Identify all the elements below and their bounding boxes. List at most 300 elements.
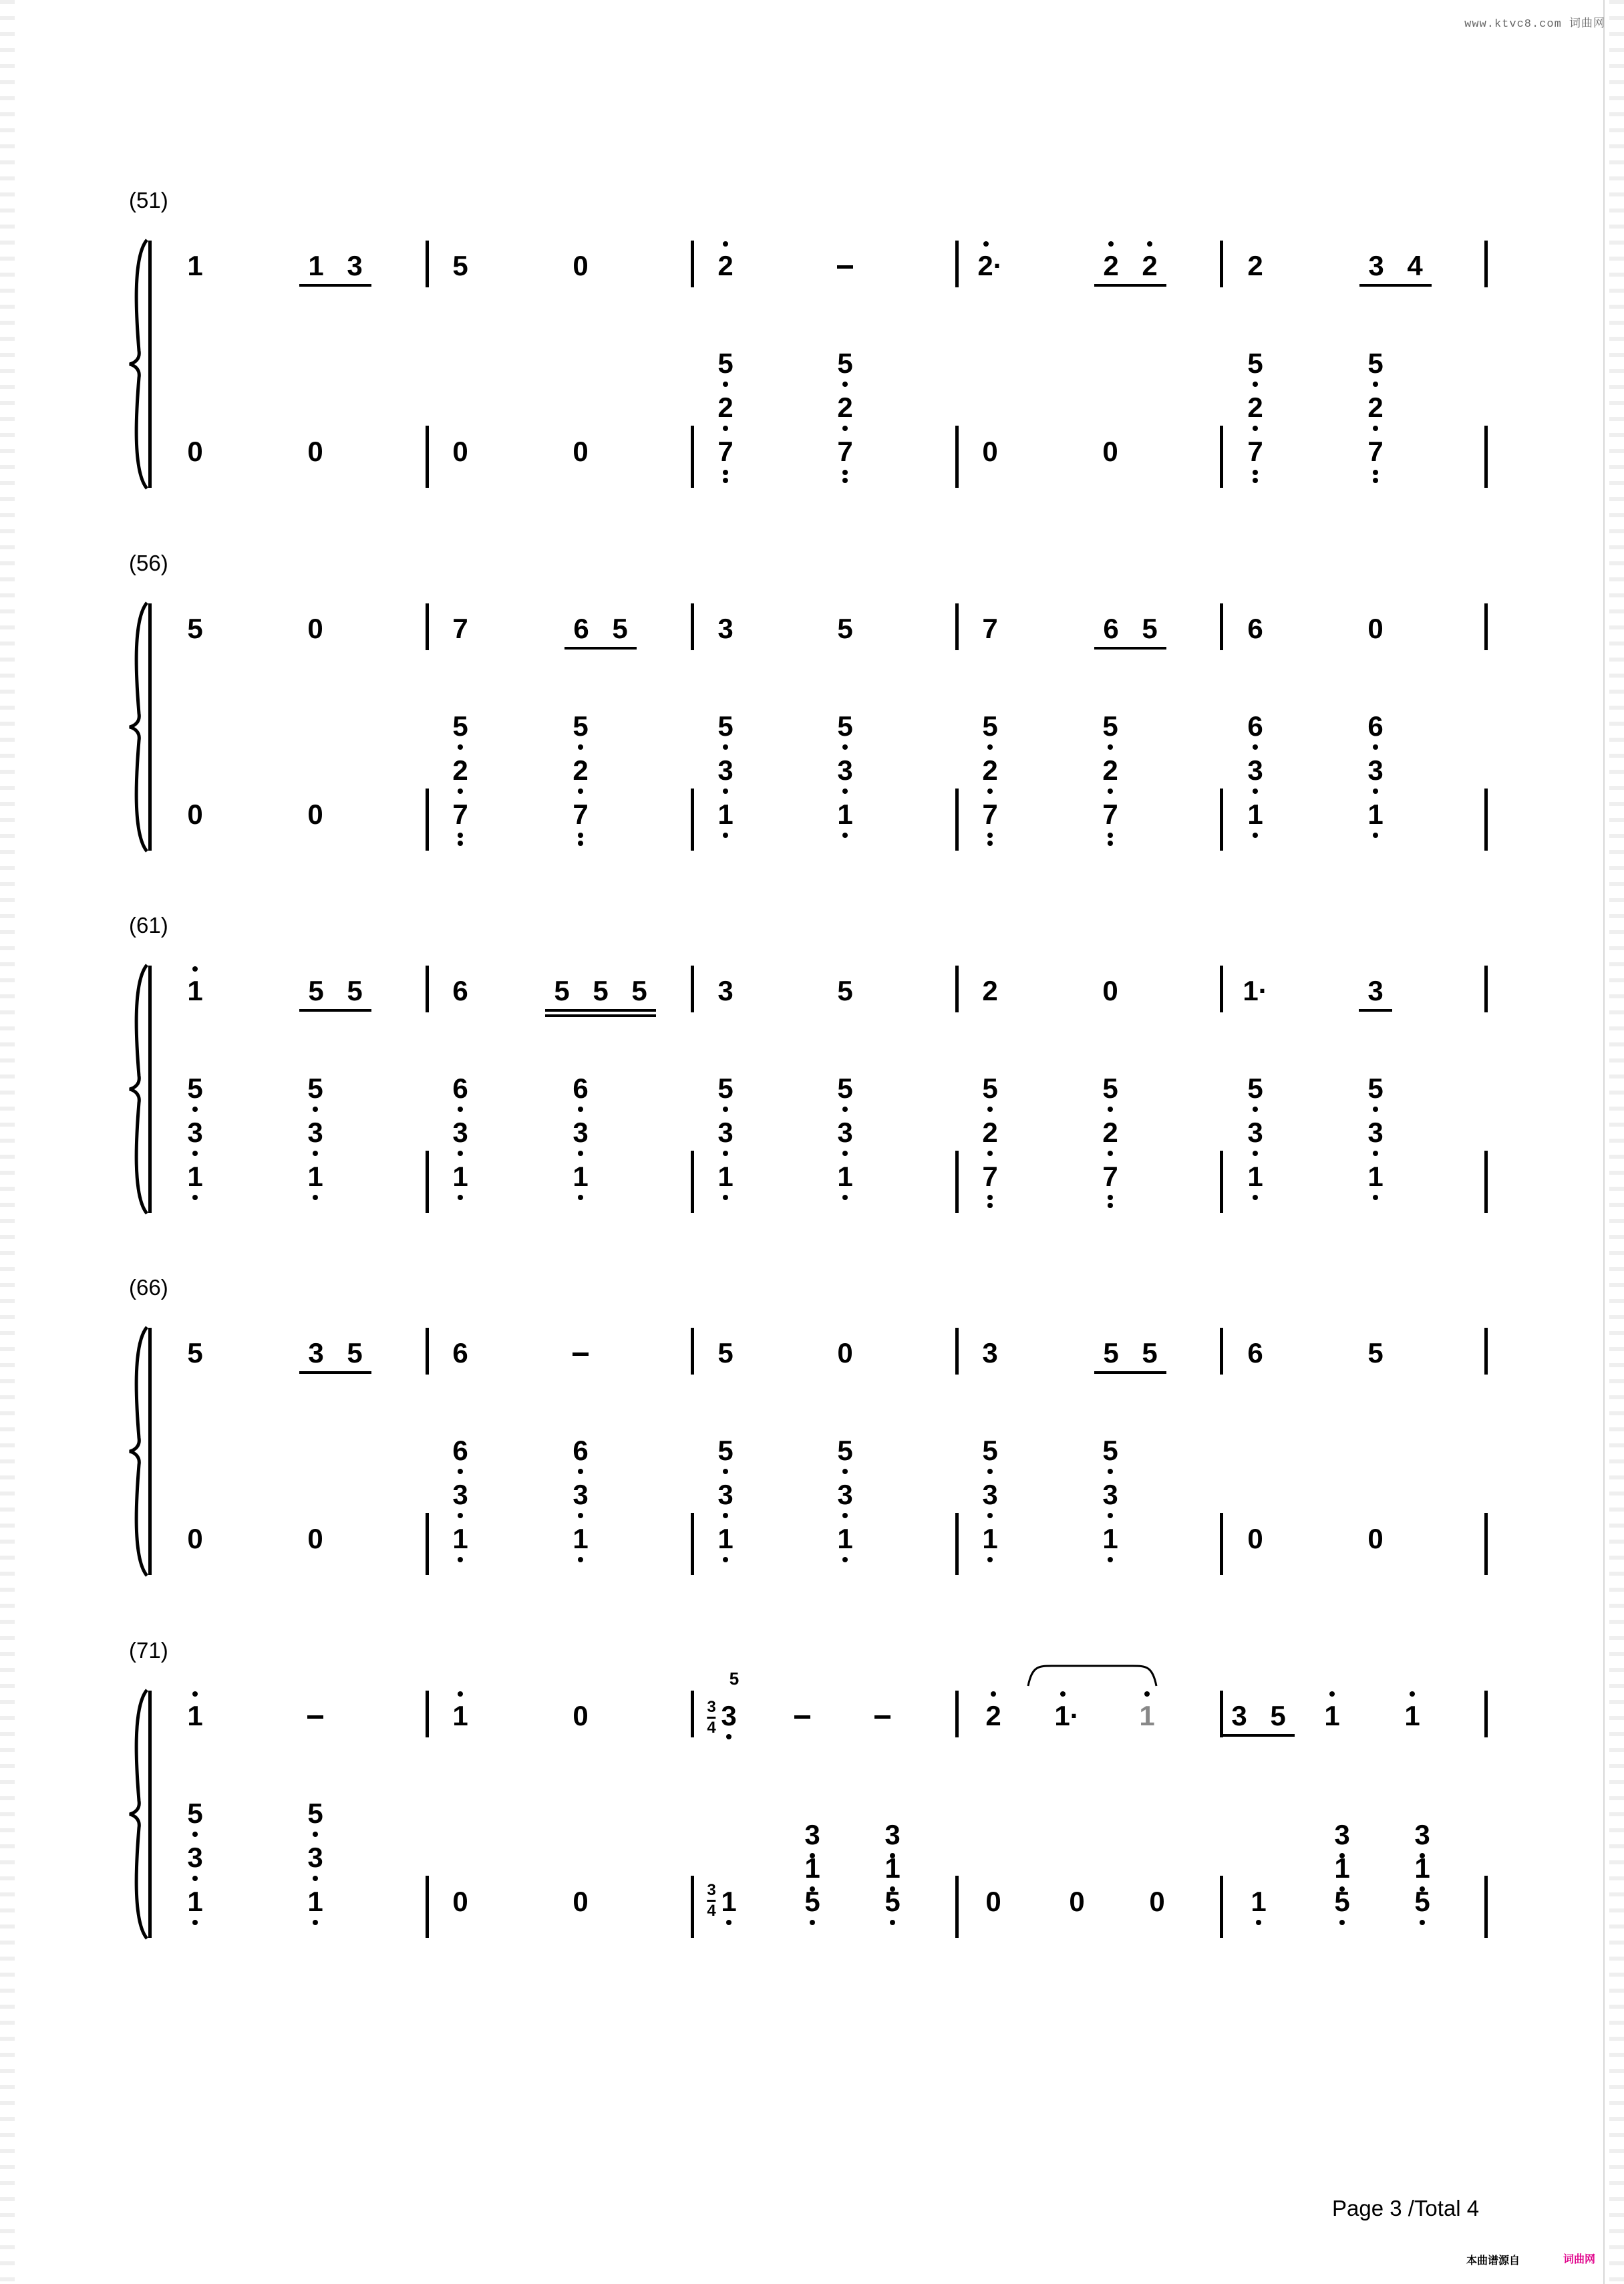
octave-dot-high — [1410, 1691, 1415, 1697]
chord-note: 2 — [982, 754, 998, 786]
octave-dot-low — [578, 1195, 583, 1200]
chord-dot — [723, 1107, 728, 1112]
barline-lower — [691, 1876, 694, 1938]
chord-note: 1 — [1334, 1852, 1350, 1884]
chord-note: 1 — [187, 1886, 203, 1917]
chord-note: 7 — [1102, 1161, 1118, 1192]
left-watermark-strip — [0, 0, 15, 2284]
octave-dot-high — [723, 241, 728, 247]
note: 7 — [452, 613, 468, 644]
chord-dot — [578, 1513, 583, 1518]
note: 5 — [837, 975, 853, 1006]
barline-upper — [691, 241, 694, 287]
chord-note: 2 — [1102, 754, 1118, 786]
barline-lower — [1484, 1876, 1488, 1938]
source-stamp: 本曲谱源自 — [1466, 2255, 1520, 2267]
note: 0 — [573, 250, 589, 281]
chord-note: 1 — [1414, 1852, 1430, 1884]
note: 0 — [837, 1337, 853, 1369]
chord-dot — [192, 1107, 198, 1112]
note: 5 — [347, 975, 363, 1006]
note: 2 — [985, 1700, 1001, 1731]
chord-note: 1 — [884, 1852, 901, 1884]
octave-dot-high — [1147, 241, 1152, 247]
chord-dot — [578, 1107, 583, 1112]
barline-upper — [1220, 1691, 1223, 1737]
note: 6 — [573, 613, 589, 644]
chord-note: 7 — [1102, 799, 1118, 830]
chord-dot — [1253, 382, 1258, 387]
chord-dot — [842, 382, 848, 387]
chord-note: 5 — [1367, 1073, 1384, 1104]
chord-note: 5 — [837, 710, 853, 742]
chord-note: 6 — [452, 1435, 468, 1466]
chord-note: 1 — [717, 1161, 734, 1192]
octave-dot-low — [1108, 1557, 1113, 1562]
note: 7 — [982, 613, 998, 644]
octave-dot-low — [1253, 1195, 1258, 1200]
chord-note: 3 — [1414, 1819, 1430, 1850]
system-end-bar — [1484, 603, 1488, 650]
barline-upper — [1220, 603, 1223, 650]
chord-dot — [1373, 382, 1378, 387]
chord-dot — [458, 744, 463, 750]
octave-dot-high — [1060, 1691, 1066, 1697]
note: 0 — [307, 613, 323, 644]
note: 0 — [573, 1700, 589, 1731]
note: 5 — [593, 975, 609, 1006]
chord-note: 5 — [1367, 347, 1384, 379]
note: 3 — [717, 975, 734, 1006]
barline-upper — [691, 1328, 694, 1375]
barline-upper — [1220, 1328, 1223, 1375]
chord-dot — [1373, 789, 1378, 794]
chord-dot — [723, 1469, 728, 1474]
barline-upper — [691, 1691, 694, 1737]
octave-dot-low — [1373, 470, 1378, 475]
octave-dot-low-double — [578, 841, 583, 846]
chord-note: 0 — [985, 1886, 1001, 1917]
chord-dot — [1373, 1151, 1378, 1156]
octave-dot-low — [842, 470, 848, 475]
chord-note: 7 — [837, 436, 853, 467]
chord-note: 6 — [452, 1073, 468, 1104]
barline-lower — [426, 426, 429, 488]
barline-lower — [955, 426, 959, 488]
chord-note: 5 — [1414, 1886, 1430, 1917]
chord-note: 5 — [837, 1073, 853, 1104]
note: 1 — [452, 1700, 468, 1731]
octave-dot-low — [458, 1557, 463, 1562]
chord-note: 1 — [721, 1886, 737, 1917]
chord-note: 7 — [452, 799, 468, 830]
chord-dot — [723, 789, 728, 794]
chord-dot — [578, 744, 583, 750]
chord-note: 3 — [452, 1117, 468, 1148]
octave-dot-low — [890, 1920, 895, 1925]
note: 3 — [717, 613, 734, 644]
chord-note: 0 — [307, 436, 323, 467]
octave-dot-high — [1329, 1691, 1335, 1697]
note: 6 — [1103, 613, 1119, 644]
octave-dot-low — [842, 1195, 848, 1200]
chord-note: 5 — [307, 1073, 323, 1104]
chord-note: 0 — [187, 1523, 203, 1554]
note: 5 — [1142, 613, 1158, 644]
chord-dot — [458, 1513, 463, 1518]
measure-number: (61) — [129, 913, 168, 938]
chord-note: 3 — [982, 1479, 998, 1510]
chord-note: 2 — [717, 392, 734, 423]
chord-note: 0 — [1247, 1523, 1263, 1554]
chord-note: 1 — [837, 1161, 853, 1192]
chord-dot — [1373, 426, 1378, 431]
chord-note: 0 — [187, 799, 203, 830]
chord-note: 2 — [452, 754, 468, 786]
chord-dot — [1253, 1107, 1258, 1112]
barline-upper — [1220, 966, 1223, 1012]
chord-note: 5 — [717, 347, 734, 379]
chord-note: 3 — [307, 1117, 323, 1148]
grand-staff-brace — [127, 1687, 151, 1941]
chord-note: 6 — [573, 1435, 589, 1466]
barline-lower — [426, 1513, 429, 1575]
octave-dot-low — [1373, 1195, 1378, 1200]
chord-note: 0 — [452, 436, 468, 467]
barline-upper — [955, 966, 959, 1012]
chord-dot — [578, 1151, 583, 1156]
chord-dot — [1373, 744, 1378, 750]
chord-note: 1 — [573, 1523, 589, 1554]
note: 1 — [308, 250, 324, 281]
chord-note: 3 — [717, 1117, 734, 1148]
octave-dot-low — [458, 833, 463, 838]
chord-note: 3 — [1247, 754, 1263, 786]
octave-dot-low — [1256, 1920, 1261, 1925]
octave-dot-low — [723, 833, 728, 838]
chord-note: 1 — [187, 1161, 203, 1192]
chord-note: 5 — [982, 1073, 998, 1104]
octave-dot-low — [842, 1557, 848, 1562]
chord-note: 1 — [1247, 1161, 1263, 1192]
grand-staff-brace — [127, 600, 151, 854]
octave-dot-low — [723, 470, 728, 475]
beam-underline — [1094, 284, 1166, 287]
octave-dot-low — [578, 833, 583, 838]
barline-lower — [1484, 426, 1488, 488]
chord-note: 3 — [1367, 754, 1384, 786]
source-stamp-brand: 词曲网 — [1563, 2254, 1596, 2265]
grand-staff-brace — [127, 237, 151, 491]
chord-note: 1 — [804, 1852, 820, 1884]
barline-lower — [691, 1151, 694, 1213]
octave-dot-low — [1339, 1920, 1345, 1925]
chord-note: 0 — [1102, 436, 1118, 467]
note: 3 — [721, 1700, 737, 1731]
octave-dot-low — [1373, 833, 1378, 838]
note: 6 — [452, 1337, 468, 1369]
chord-note: 5 — [573, 710, 589, 742]
barline-upper — [955, 1691, 959, 1737]
time-signature-lower: 3 4 — [707, 1881, 716, 1920]
note: 3 — [1367, 975, 1384, 1006]
note: 1 — [187, 250, 203, 281]
rest-dash — [307, 1715, 323, 1719]
octave-dot-high — [192, 966, 198, 972]
note: 0 — [1367, 613, 1384, 644]
time-signature-upper: 3 4 — [707, 1698, 716, 1737]
octave-dot-low — [987, 1195, 993, 1200]
octave-dot-low — [1420, 1920, 1425, 1925]
note: 5 — [187, 1337, 203, 1369]
chord-note: 1 — [837, 799, 853, 830]
chord-note: 1 — [452, 1523, 468, 1554]
octave-dot-low — [578, 1557, 583, 1562]
note: 1 — [1404, 1700, 1420, 1731]
chord-note: 0 — [452, 1886, 468, 1917]
barline-lower — [1220, 1513, 1223, 1575]
beam-underline — [545, 1014, 656, 1017]
chord-dot — [987, 789, 993, 794]
note: 4 — [1407, 250, 1423, 281]
chord-note: 1 — [1251, 1886, 1267, 1917]
chord-note: 3 — [804, 1819, 820, 1850]
note: 2 — [1103, 250, 1119, 281]
chord-note: 3 — [717, 754, 734, 786]
right-margin-line — [1603, 0, 1605, 2284]
chord-note: 1 — [307, 1886, 323, 1917]
chord-note: 1 — [573, 1161, 589, 1192]
chord-note: 5 — [187, 1798, 203, 1829]
note: 5 — [187, 613, 203, 644]
chord-dot — [1108, 744, 1113, 750]
chord-dot — [313, 1107, 318, 1112]
chord-dot — [842, 744, 848, 750]
barline-lower — [1484, 1151, 1488, 1213]
note: 5 — [631, 975, 647, 1006]
chord-note: 5 — [982, 1435, 998, 1466]
octave-dot-low — [313, 1920, 318, 1925]
chord-note: 3 — [187, 1842, 203, 1873]
note: 5 — [837, 613, 853, 644]
chord-note: 0 — [573, 436, 589, 467]
barline-lower — [691, 426, 694, 488]
tie-slur — [1025, 1662, 1159, 1689]
note: 5 — [347, 1337, 363, 1369]
note: 2 — [1247, 250, 1263, 281]
chord-note: 1 — [1367, 799, 1384, 830]
chord-note: 7 — [1367, 436, 1384, 467]
chord-note: 0 — [307, 1523, 323, 1554]
chord-note: 3 — [717, 1479, 734, 1510]
chord-note: 0 — [573, 1886, 589, 1917]
note: 5 — [554, 975, 570, 1006]
octave-dot-low-double — [1108, 841, 1113, 846]
chord-note: 3 — [837, 754, 853, 786]
chord-note: 3 — [1247, 1117, 1263, 1148]
barline-upper — [426, 241, 429, 287]
chord-note: 6 — [1247, 710, 1263, 742]
chord-note: 1 — [717, 799, 734, 830]
octave-dot-low — [1108, 1195, 1113, 1200]
chord-dot — [987, 1469, 993, 1474]
chord-note: 5 — [884, 1886, 901, 1917]
chord-dot — [313, 1876, 318, 1881]
barline-lower — [955, 1876, 959, 1938]
note: 0 — [1102, 975, 1118, 1006]
barline-lower — [1220, 789, 1223, 851]
octave-dot-low-double — [458, 841, 463, 846]
chord-note: 5 — [837, 1435, 853, 1466]
note: 5 — [1270, 1700, 1286, 1731]
octave-dot-low — [192, 1195, 198, 1200]
right-watermark-strip — [1609, 0, 1624, 2284]
chord-note: 7 — [573, 799, 589, 830]
barline-lower — [691, 1513, 694, 1575]
chord-note: 2 — [573, 754, 589, 786]
chord-note: 6 — [573, 1073, 589, 1104]
note: 1 — [1139, 1700, 1155, 1731]
barline-lower — [426, 1876, 429, 1938]
barline-lower — [1220, 426, 1223, 488]
chord-dot — [842, 1107, 848, 1112]
note: 3 — [308, 1337, 324, 1369]
system-end-bar — [1484, 241, 1488, 287]
chord-dot — [1373, 1107, 1378, 1112]
note: 5 — [1103, 1337, 1119, 1369]
chord-note: 5 — [717, 1073, 734, 1104]
chord-dot — [1108, 1513, 1113, 1518]
chord-dot — [192, 1876, 198, 1881]
barline-lower — [955, 1513, 959, 1575]
chord-dot — [1253, 744, 1258, 750]
octave-dot-low-double — [987, 1203, 993, 1208]
chord-note: 7 — [1247, 436, 1263, 467]
barline-upper — [426, 1328, 429, 1375]
chord-note: 3 — [837, 1479, 853, 1510]
octave-dot-high — [1108, 241, 1114, 247]
barline-upper — [426, 1691, 429, 1737]
chord-dot — [723, 744, 728, 750]
note: 1 — [1324, 1700, 1340, 1731]
chord-dot — [1253, 426, 1258, 431]
chord-note: 5 — [717, 710, 734, 742]
chord-note: 5 — [1334, 1886, 1350, 1917]
chord-note: 5 — [1102, 710, 1118, 742]
beam-underline — [1359, 284, 1432, 287]
chord-note: 2 — [1102, 1117, 1118, 1148]
chord-dot — [458, 1469, 463, 1474]
octave-dot-low — [723, 1195, 728, 1200]
beam-underline — [1094, 1371, 1166, 1374]
chord-note: 7 — [982, 1161, 998, 1192]
note: 5 — [452, 250, 468, 281]
octave-dot-high — [983, 241, 989, 247]
chord-dot — [192, 1151, 198, 1156]
beam-underline — [299, 1371, 371, 1374]
note: 6 — [1247, 1337, 1263, 1369]
beam-underline — [545, 1009, 656, 1012]
octave-dot-low — [458, 1195, 463, 1200]
octave-dot-low — [313, 1195, 318, 1200]
barline-lower — [955, 1151, 959, 1213]
chord-note: 0 — [1367, 1523, 1384, 1554]
beam-underline — [1223, 1734, 1295, 1737]
note: 2 — [1142, 250, 1158, 281]
chord-dot — [1108, 1151, 1113, 1156]
chord-note: 3 — [573, 1117, 589, 1148]
chord-note: 0 — [1069, 1886, 1085, 1917]
chord-dot — [578, 789, 583, 794]
chord-note: 3 — [187, 1117, 203, 1148]
note: 3 — [982, 1337, 998, 1369]
chord-note: 1 — [1247, 799, 1263, 830]
chord-dot — [987, 1513, 993, 1518]
note: 5 — [612, 613, 628, 644]
barline-upper — [955, 241, 959, 287]
octave-dot-low-double — [842, 478, 848, 483]
chord-dot — [1108, 789, 1113, 794]
note: 6 — [1247, 613, 1263, 644]
note: 5 — [1367, 1337, 1384, 1369]
chord-dot — [723, 426, 728, 431]
chord-note: 0 — [982, 436, 998, 467]
octave-dot-low — [726, 1920, 732, 1925]
chord-dot — [723, 1513, 728, 1518]
beam-underline — [299, 1009, 371, 1012]
beam-underline — [1359, 1009, 1392, 1012]
chord-note: 0 — [307, 799, 323, 830]
barline-lower — [1220, 1876, 1223, 1938]
chord-note: 3 — [573, 1479, 589, 1510]
octave-dot-low — [723, 1557, 728, 1562]
chord-note: 5 — [804, 1886, 820, 1917]
chord-dot — [842, 1469, 848, 1474]
octave-dot-low — [1253, 470, 1258, 475]
chord-note: 2 — [837, 392, 853, 423]
note: 2 — [717, 250, 734, 281]
chord-note: 2 — [1367, 392, 1384, 423]
chord-note: 2 — [982, 1117, 998, 1148]
barline-lower — [691, 789, 694, 851]
octave-dot-high — [991, 1691, 996, 1697]
barline-lower — [1484, 1513, 1488, 1575]
rest-dash — [837, 265, 853, 269]
octave-dot-high — [458, 1691, 463, 1697]
note: 2· — [977, 250, 1003, 281]
grace-note: 5 — [729, 1669, 740, 1689]
note: 3 — [347, 250, 363, 281]
note: 3 — [1368, 250, 1384, 281]
chord-note: 5 — [837, 347, 853, 379]
chord-dot — [458, 1107, 463, 1112]
measure-number: (66) — [129, 1275, 168, 1300]
chord-note: 5 — [982, 710, 998, 742]
octave-dot-low-double — [1253, 478, 1258, 483]
chord-note: 3 — [452, 1479, 468, 1510]
chord-dot — [842, 789, 848, 794]
note: 3 — [1231, 1700, 1247, 1731]
chord-note: 3 — [884, 1819, 901, 1850]
chord-note: 7 — [982, 799, 998, 830]
page-number: Page 3 /Total 4 — [1332, 2196, 1480, 2221]
chord-note: 0 — [187, 436, 203, 467]
chord-dot — [723, 1151, 728, 1156]
octave-dot-high — [192, 1691, 198, 1697]
chord-dot — [842, 1151, 848, 1156]
barline-lower — [426, 789, 429, 851]
barline-lower — [955, 789, 959, 851]
